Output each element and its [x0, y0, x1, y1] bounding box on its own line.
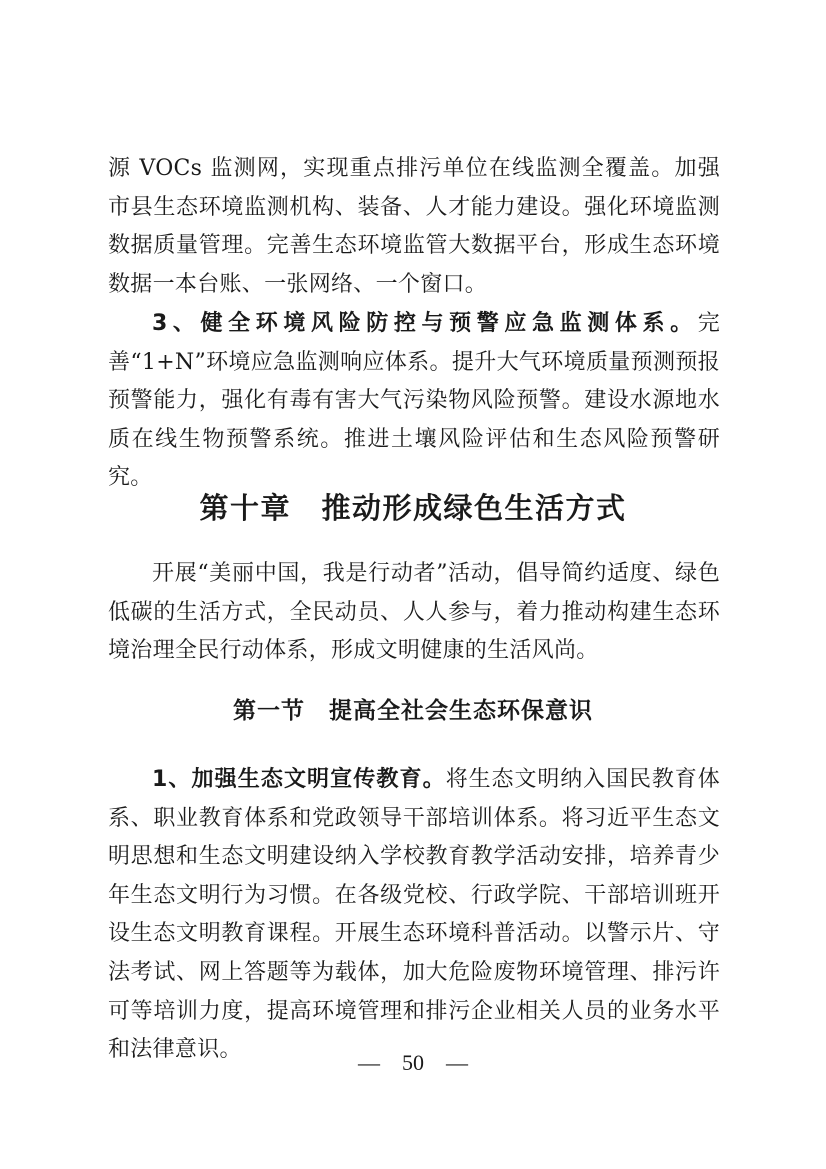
chapter-title: 第十章 推动形成绿色生活方式: [199, 491, 627, 525]
paragraph-item-1: [108, 761, 720, 1070]
page-number: — 50 —: [357, 1050, 468, 1075]
paragraph-item-3: [108, 305, 720, 498]
item-3-heading: 3、健全环境风险防控与预警应急监测体系。: [152, 311, 698, 336]
paragraph-monitoring-network: 源 VOCs 监测网，实现重点排污单位在线监测全覆盖。加强市县生态环境监测机构、装备、人才能力建设。强化环境监测数据质量管理。完善生态环境监管大数据平台，形成生态环境数据一本台账、一张网络、一个窗口。: [108, 156, 720, 297]
item-3-body: 完善“1+N”环境应急监测响应体系。提升大气环境质量预测预报预警能力，强化有毒有害大气污染物风险预警。建设水源地水质在线生物预警系统。推进土壤风险评估和生态风险预警研究。: [108, 311, 720, 491]
section-title: 第一节 提高全社会生态环保意识: [233, 697, 593, 724]
item-1-heading: 1、加强生态文明宣传教育。: [152, 767, 446, 792]
chapter-intro: 开展“美丽中国，我是行动者”活动，倡导简约适度、绿色 低碳的生活方式，全民动员、人人参与，着力推动构建生态环境治理全民行动体系，形成文明健康的生活风尚。: [108, 561, 720, 664]
item-1-body: 将生态文明纳入国民教育体系、职业教育体系和党政领导干部培训体系。将习近平生态文明思想和生态文明建设纳入学校教育教学活动安排，培养青少年生态文明行为习惯。在各级党校、行政学院、干部培训班开设生态文明教育课程。开展生态环境科普活动。以警示片、守法考试、网上答题等为载体，加大危险废物环境管理、排污许可等培训力度，提高环境管理和排污企业相关人员的业务水平和法律意识。: [108, 767, 721, 1063]
